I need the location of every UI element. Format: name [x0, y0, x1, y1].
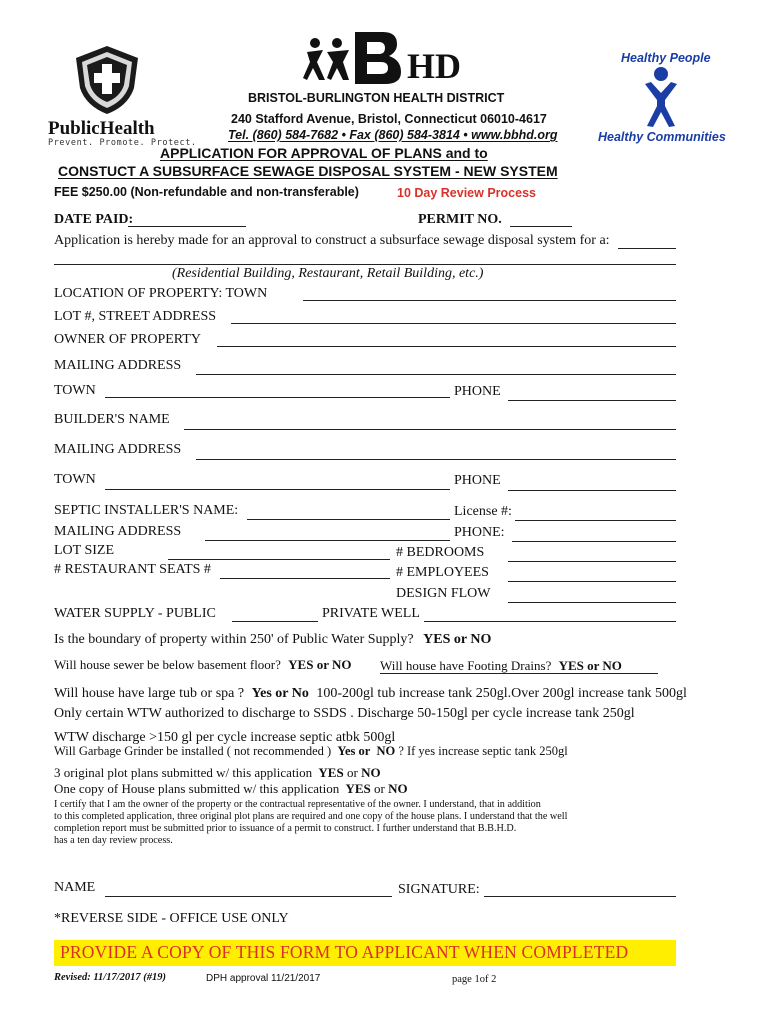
- shield-cross-icon: [72, 44, 142, 116]
- town-label-2: TOWN: [54, 472, 96, 487]
- owner-field[interactable]: [217, 346, 676, 347]
- water-public-field[interactable]: [232, 621, 318, 622]
- name-label: NAME: [54, 880, 96, 895]
- healthy-people: Healthy People: [621, 51, 711, 65]
- plot-plans-or: or: [346, 765, 358, 780]
- phone-field-1[interactable]: [508, 400, 676, 401]
- wtw-note-1: Only certain WTW authorized to discharge to SSDS . Discharge 50-150gl per cycle increase tank 250gl: [54, 706, 635, 721]
- lot-street-field[interactable]: [231, 323, 676, 324]
- reverse-side-note: *REVERSE SIDE - OFFICE USE ONLY: [54, 911, 289, 926]
- boundary-answer[interactable]: YES or NO: [423, 632, 492, 647]
- page-number: page 1of 2: [452, 974, 497, 985]
- application-type-line-1[interactable]: [618, 248, 676, 249]
- sewer-answer[interactable]: YES or NO: [288, 657, 352, 672]
- plot-plans-question: [54, 765, 381, 781]
- phone-label-1: PHONE: [454, 384, 501, 399]
- town-field-1[interactable]: [105, 397, 450, 398]
- provide-copy-banner-text: PROVIDE A COPY OF THIS FORM TO APPLICANT WHEN COMPLETED: [60, 942, 629, 962]
- grinder-note: ? If yes increase septic tank 250gl: [398, 744, 568, 758]
- mailing-address-label-1: MAILING ADDRESS: [54, 358, 182, 373]
- signature-label: SIGNATURE:: [398, 882, 480, 897]
- town-field-2[interactable]: [105, 489, 450, 490]
- building-types-hint: (Residential Building, Restaurant, Retail Building, etc.): [172, 266, 484, 281]
- house-plans-no[interactable]: NO: [388, 781, 408, 796]
- location-label: LOCATION OF PROPERTY: TOWN: [54, 286, 268, 301]
- mailing-address-label-2: MAILING ADDRESS: [54, 442, 182, 457]
- permit-no-field[interactable]: [510, 226, 572, 227]
- certify-line-4: has a ten day review process.: [54, 835, 173, 846]
- house-plans-text: One copy of House plans submitted w/ this application: [54, 781, 340, 796]
- house-plans-yes[interactable]: YES: [345, 781, 371, 796]
- provide-copy-banner: [54, 940, 676, 966]
- certify-line-2: to this completed application, three original plot plans are required and one copy of the house plans. I understand that the well: [54, 811, 568, 822]
- plot-plans-yes[interactable]: YES: [318, 765, 344, 780]
- house-plans-or: or: [374, 781, 385, 796]
- owner-label: OWNER OF PROPERTY: [54, 332, 201, 347]
- bbhd-logo: [303, 30, 473, 90]
- certify-line-1: I certify that I am the owner of the property or the contractual representative of the owner. I understand, that in addition: [54, 799, 541, 810]
- license-label: License #:: [454, 504, 512, 519]
- application-text: Application is hereby made for an approval to construct a subsurface sewage disposal system for a:: [54, 233, 610, 248]
- employees-field[interactable]: [508, 581, 676, 582]
- district-contact: Tel. (860) 584-7682 • Fax (860) 584-3814 • www.bbhd.org: [228, 128, 558, 142]
- license-field[interactable]: [515, 520, 676, 521]
- date-paid-label: DATE PAID:: [54, 212, 134, 227]
- location-town-field[interactable]: [303, 300, 676, 301]
- grinder-or: or: [358, 744, 371, 758]
- design-flow-field[interactable]: [508, 602, 676, 603]
- tub-note: 100-200gl tub increase tank 250gl.Over 200gl increase tank 500gl: [316, 686, 687, 701]
- wtw-note-2: WTW discharge >150 gl per cycle increase septic atbk 500gl: [54, 730, 396, 745]
- bedrooms-field[interactable]: [508, 561, 676, 562]
- footing-question-text: Will house have Footing Drains?: [380, 658, 552, 673]
- tub-question-text: Will house have large tub or spa ?: [54, 686, 245, 701]
- fee-text: FEE $250.00 (Non-refundable and non-transferable): [54, 185, 359, 199]
- grinder-question-text: Will Garbage Grinder be installed ( not recommended ): [54, 744, 332, 758]
- design-flow-label: DESIGN FLOW: [396, 586, 491, 601]
- phone-field-3[interactable]: [512, 541, 676, 542]
- phone-label-2: PHONE: [454, 473, 501, 488]
- permit-no-label: PERMIT NO.: [418, 212, 502, 227]
- house-plans-question: [54, 781, 408, 797]
- date-paid-field[interactable]: [128, 226, 246, 227]
- lot-size-label: LOT SIZE: [54, 543, 115, 558]
- employees-label: # EMPLOYEES: [396, 565, 489, 580]
- public-health-logo: [40, 44, 197, 152]
- title-line-2: CONSTUCT A SUBSURFACE SEWAGE DISPOSAL SYSTEM - NEW SYSTEM: [58, 163, 558, 179]
- district-address: 240 Stafford Avenue, Bristol, Connecticut 06010-4617: [231, 112, 547, 126]
- sewer-question-text: Will house sewer be below basement floor?: [54, 657, 281, 672]
- mailing-address-label-3: MAILING ADDRESS: [54, 524, 182, 539]
- phone-field-2[interactable]: [508, 490, 676, 491]
- name-field[interactable]: [105, 896, 392, 897]
- boundary-question: [54, 632, 491, 648]
- bedrooms-label: # BEDROOMS: [396, 545, 485, 560]
- builder-label: BUILDER'S NAME: [54, 412, 170, 427]
- person-icon: [643, 66, 679, 128]
- title-line-1: APPLICATION FOR APPROVAL OF PLANS and to: [160, 145, 488, 161]
- mailing-address-field-3[interactable]: [205, 540, 450, 541]
- restaurant-seats-field[interactable]: [220, 578, 390, 579]
- mailing-address-field-2[interactable]: [196, 459, 676, 460]
- lot-street-label: LOT #, STREET ADDRESS: [54, 309, 217, 324]
- district-name: BRISTOL-BURLINGTON HEALTH DISTRICT: [248, 91, 505, 105]
- dph-approval: DPH approval 11/21/2017: [206, 973, 321, 984]
- certify-line-3: completion report must be submitted prior to issuance of a permit to construct. I further understand that B.B.H.D.: [54, 823, 517, 834]
- plot-plans-no[interactable]: NO: [361, 765, 381, 780]
- boundary-question-text: Is the boundary of property within 250' of Public Water Supply?: [54, 632, 414, 647]
- mailing-address-field-1[interactable]: [196, 374, 676, 375]
- footing-underline: [380, 673, 658, 674]
- water-public-label: WATER SUPPLY - PUBLIC: [54, 606, 216, 621]
- footing-question: [380, 658, 622, 674]
- sewer-question: [54, 657, 351, 673]
- footing-answer[interactable]: YES or NO: [558, 658, 622, 673]
- restaurant-seats-label: # RESTAURANT SEATS #: [54, 562, 211, 577]
- signature-field[interactable]: [484, 896, 676, 897]
- tub-question: [54, 686, 687, 702]
- builder-field[interactable]: [184, 429, 676, 430]
- bb-letters-icon: [353, 30, 405, 86]
- installer-label: SEPTIC INSTALLER'S NAME:: [54, 503, 239, 518]
- bbhd-logo-text: HD: [407, 46, 461, 86]
- application-type-line-2[interactable]: [54, 264, 676, 265]
- public-health-tagline: Prevent. Promote. Protect.: [48, 138, 197, 148]
- healthy-communities: Healthy Communities: [598, 130, 726, 144]
- grinder-no[interactable]: NO: [376, 744, 396, 758]
- private-well-label: PRIVATE WELL: [322, 606, 420, 621]
- grinder-yes[interactable]: Yes: [337, 744, 356, 758]
- lot-size-field[interactable]: [168, 559, 390, 560]
- grinder-question: [54, 744, 568, 759]
- phone-label-3: PHONE:: [454, 525, 505, 540]
- tub-answer[interactable]: Yes or No: [251, 686, 309, 701]
- installer-field[interactable]: [247, 519, 450, 520]
- revised-date: Revised: 11/17/2017 (#19): [54, 972, 166, 983]
- plot-plans-text: 3 original plot plans submitted w/ this application: [54, 765, 313, 780]
- public-health-wordmark: PublicHealth: [48, 118, 155, 139]
- town-label-1: TOWN: [54, 383, 96, 398]
- review-process: 10 Day Review Process: [397, 186, 536, 200]
- private-well-field[interactable]: [424, 621, 676, 622]
